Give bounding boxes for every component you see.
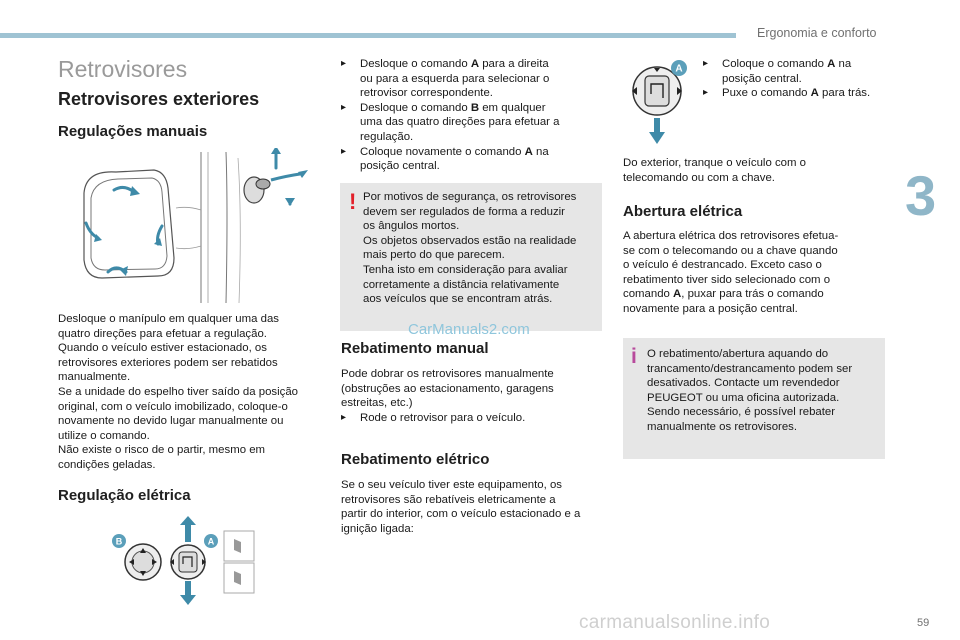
list-item: ▸ Desloque o comando B em qualquer uma das quatro direções para efetuar a regulação. [341, 101, 560, 143]
list-item: ▸ Coloque o comando A na posição central. [703, 58, 852, 85]
mirror-adjust-illustration [76, 148, 308, 306]
folding-control-illustration [622, 56, 694, 152]
electric-control-illustration [110, 515, 260, 607]
heading-manual-adjustment: Regulações manuais [58, 123, 208, 140]
section-title: Retrovisores [58, 56, 188, 82]
warning-text: Por motivos de segurança, os retrovisores devem ser regulados de forma a reduzir os ângulos mortos. Os objetos observados estão na realidade mais perto do que parecem. Tenha isto em consideração para avaliar corretamente a distância relativamente aos veículos que se encontram atrás. [363, 191, 577, 306]
info-icon: i [631, 345, 637, 368]
folding-steps [703, 57, 870, 101]
info-box [623, 338, 885, 459]
svg-text:A: A [207, 536, 215, 547]
warning-box [340, 183, 602, 331]
watermark: CarManuals2.com [408, 321, 530, 338]
manual-folding-text: Pode dobrar os retrovisores manualmente (obstruções ao estacionamento, garagens estreitas, etc.) [341, 368, 554, 410]
info-text: O rebatimento/abertura aquando do trancamento/destrancamento podem ser desativados. Contacte um revendedor PEUGEOT ou uma oficina autorizada. Sendo necessário, é possível rebater manualmente os retrovisores. [647, 348, 853, 433]
list-item: ▸ Coloque novamente o comando A na posição central. [341, 145, 549, 173]
heading-manual-folding: Rebatimento manual [341, 340, 489, 357]
list-item: ▸ Rode o retrovisor para o veículo. [341, 412, 526, 424]
list-item: ▸ Desloque o comando A para a direita ou para a esquerda para selecionar o retrovisor correspondente. [341, 58, 550, 100]
electric-opening-text: A abertura elétrica dos retrovisores efetua- se com o telecomando ou a chave quando o veículo é destrancado. Exceto caso o rebatimento tiver sido selecionado com o comando A, puxar para trás o comando novamente para a posição central. [623, 230, 839, 315]
heading-exterior-mirrors: Retrovisores exteriores [58, 89, 260, 109]
chapter-number: 3 [905, 164, 937, 227]
header-bar [0, 33, 736, 38]
list-item: ▸ Puxe o comando A para trás. [703, 87, 871, 100]
svg-text:B: B [115, 536, 123, 547]
footer-watermark: carmanualsonline.info [579, 612, 771, 633]
electric-adjust-steps [341, 57, 601, 174]
page-number: 59 [917, 617, 930, 629]
svg-text:A: A [675, 63, 683, 75]
warning-icon: ! [349, 189, 357, 214]
heading-electric-adjustment: Regulação elétrica [58, 487, 191, 504]
manual-folding-step [341, 411, 525, 426]
electric-folding-text: Se o seu veículo tiver este equipamento, os retrovisores são rebatíveis eletricamente a partir do interior, com o veículo estacionado e a ignição ligada: [341, 479, 581, 535]
chapter-title: Ergonomia e conforto [757, 26, 877, 40]
manual-adjust-text: Desloque o manípulo em qualquer uma das quatro direções para efetuar a regulação. Quando o veículo estiver estacionado, os retrovisores exteriores podem ser rebatidos manualmente. Se a unidade do espelho tiver saído da posição original, com o veículo imobilizado, coloque-o novamente no devido lugar manualmente ou utilize o comando. Não existe o risco de o partir, mesmo em condições geladas. [58, 313, 299, 471]
lock-text: Do exterior, tranque o veículo com o telecomando ou com a chave. [623, 157, 806, 184]
heading-electric-folding: Rebatimento elétrico [341, 451, 490, 468]
heading-electric-opening: Abertura elétrica [623, 203, 743, 220]
